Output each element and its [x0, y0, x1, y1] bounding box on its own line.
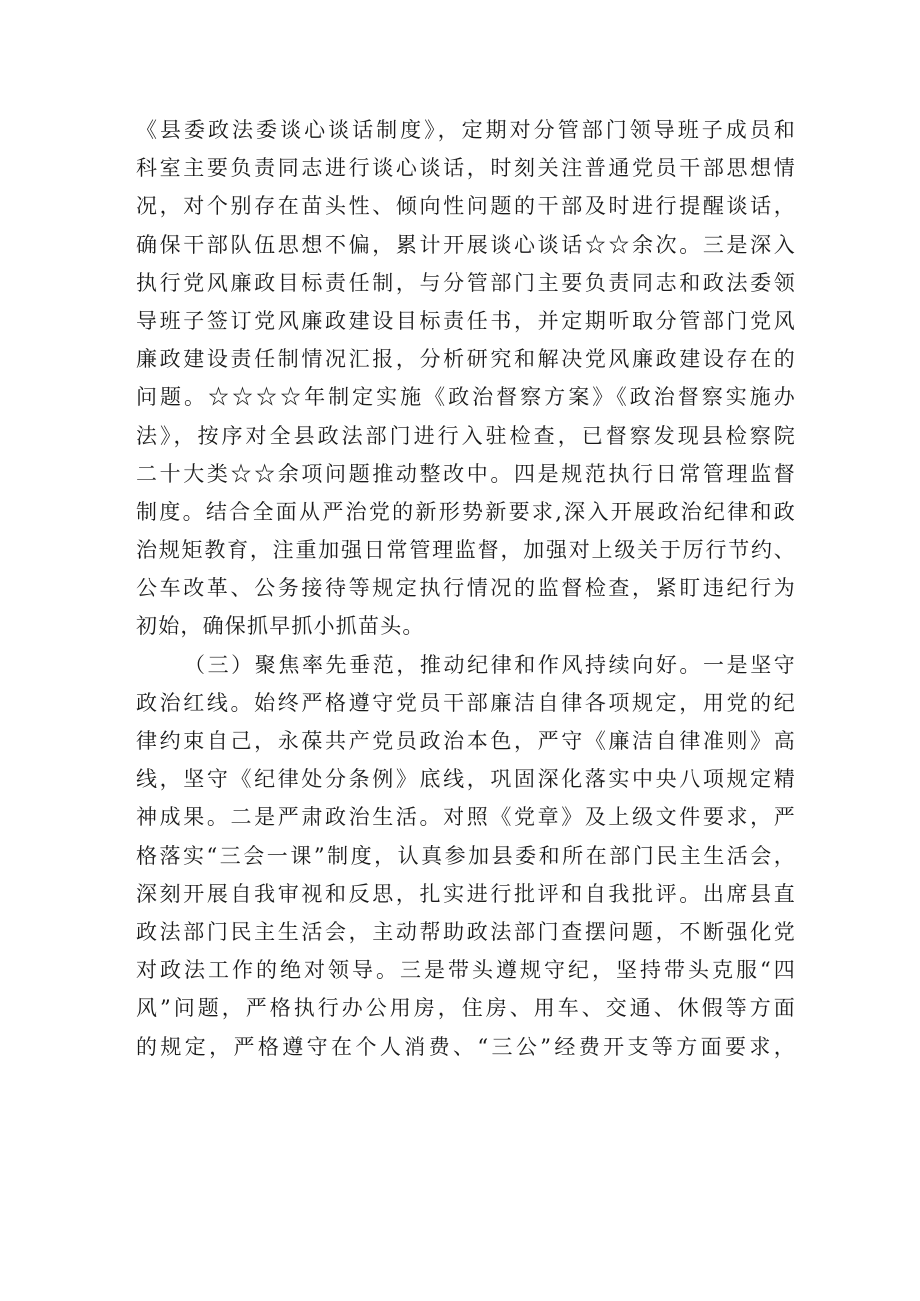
text-line: 神成果。二是严肃政治生活。对照《党章》及上级文件要求，严	[136, 805, 796, 830]
text-line: 格落实“三会一课”制度，认真参加县委和所在部门民主生活会，	[136, 843, 796, 868]
text-line: 政治红线。始终严格遵守党员干部廉洁自律各项规定，用党的纪	[136, 690, 796, 715]
text-line: 对政法工作的绝对领导。三是带头遵规守纪，坚持带头克服“四	[136, 958, 796, 983]
text-line: 法》，按序对全县政法部门进行入驻检查，已督察发现县检察院	[136, 423, 796, 448]
text-line: 线，坚守《纪律处分条例》底线，巩固深化落实中央八项规定精	[136, 767, 796, 792]
text-line: 执行党风廉政目标责任制，与分管部门主要负责同志和政法委领	[136, 270, 796, 295]
text-line: 况，对个别存在苗头性、倾向性问题的干部及时进行提醒谈话，	[136, 194, 796, 219]
text-line: 二十大类☆☆余项问题推动整改中。四是规范执行日常管理监督	[136, 461, 796, 486]
text-line: 制度。结合全面从严治党的新形势新要求,深入开展政治纪律和政	[136, 499, 796, 524]
text-line: 公车改革、公务接待等规定执行情况的监督检查，紧盯违纪行为	[136, 576, 796, 601]
text-line: 科室主要负责同志进行谈心谈话，时刻关注普通党员干部思想情	[136, 156, 796, 181]
text-line-first-indented: （三）聚焦率先垂范，推动纪律和作风持续向好。一是坚守	[184, 652, 796, 677]
text-line-last: 初始，确保抓早抓小抓苗头。	[136, 614, 425, 639]
text-line: 确保干部队伍思想不偏，累计开展谈心谈话☆☆余次。三是深入	[136, 232, 796, 257]
text-line: 问题。☆☆☆☆年制定实施《政治督察方案》《政治督察实施办	[136, 385, 796, 410]
text-line: 风”问题，严格执行办公用房，住房、用车、交通、休假等方面	[136, 996, 796, 1021]
body-text	[136, 111, 796, 1066]
text-line: 导班子签订党风廉政建设目标责任书，并定期听取分管部门党风	[136, 308, 796, 333]
text-line: 深刻开展自我审视和反思，扎实进行批评和自我批评。出席县直	[136, 881, 796, 906]
text-line: 《县委政法委谈心谈话制度》，定期对分管部门领导班子成员和	[136, 118, 796, 142]
text-line: 治规矩教育，注重加强日常管理监督，加强对上级关于厉行节约、	[136, 538, 796, 563]
text-line: 的规定，严格遵守在个人消费、“三公”经费开支等方面要求，	[136, 1034, 796, 1059]
text-line: 政法部门民主生活会，主动帮助政法部门查摆问题，不断强化党	[136, 919, 796, 944]
text-line: 律约束自己，永葆共产党员政治本色，严守《廉洁自律准则》高	[136, 729, 796, 753]
text-line: 廉政建设责任制情况汇报，分析研究和解决党风廉政建设存在的	[136, 347, 796, 372]
